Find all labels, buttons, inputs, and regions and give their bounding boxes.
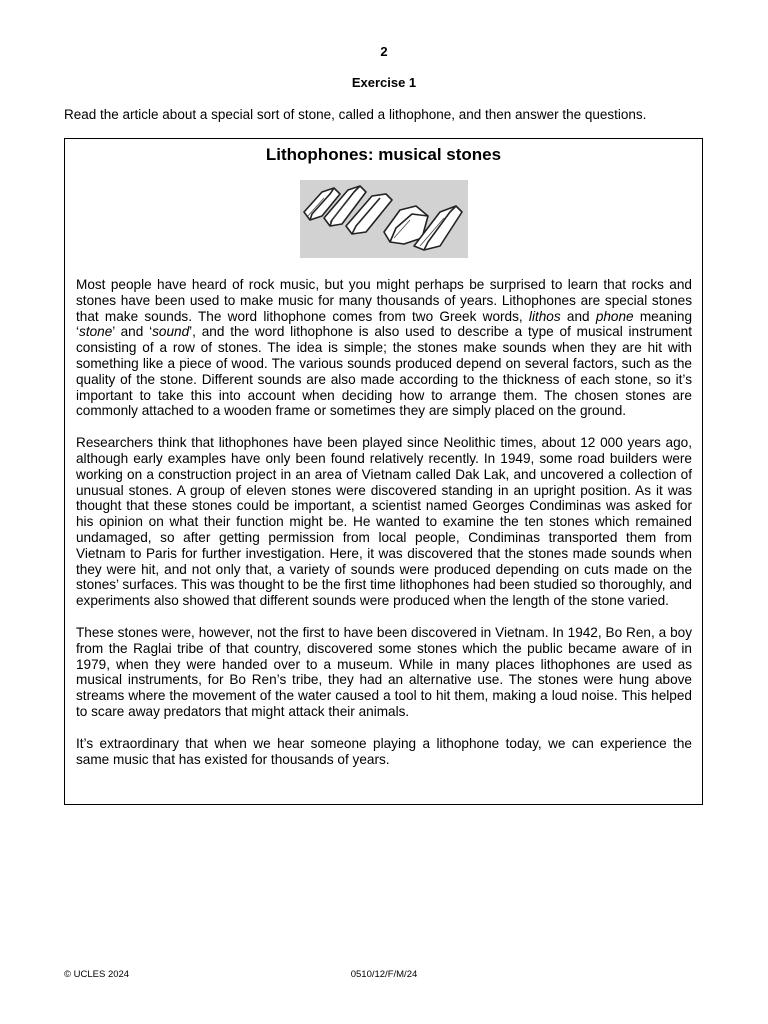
article-title: Lithophones: musical stones [265, 145, 502, 164]
paragraph-3: These stones were, however, not the first to have been discovered in Vietnam. In 1942, Bo Ren, a boy from the Raglai tribe of that country, discovered some stones which the public became aware of in 1979, when they were handed over to a museum. While in many places lithophones are used as musical instruments, for Bo Ren’s tribe, they had an alternative use. The stones were hung above streams where the movement of the water caused a tool to hit them, making a loud noise. This helped to scare away predators that might attack their animals. [76, 624, 692, 719]
article-body [76, 277, 692, 783]
page-number: 2 [380, 44, 388, 59]
instruction-text: Read the article about a special sort of stone, called a lithophone, and then answer the questions. [64, 107, 647, 122]
paper-code: 0510/12/F/M/24 [350, 969, 418, 980]
lithophone-stones-icon [300, 180, 468, 258]
exercise-title: Exercise 1 [351, 75, 417, 90]
copyright-notice: © UCLES 2024 [64, 969, 130, 980]
paragraph-4: It’s extraordinary that when we hear someone playing a lithophone today, we can experience the same music that has existed for thousands of years. [76, 735, 692, 767]
article-box [64, 138, 703, 805]
paragraph-1: Most people have heard of rock music, but you might perhaps be surprised to learn that rocks and stones have been used to make music for many thousands of years. Lithophones are special stones that make sounds. The word lithophone comes from two Greek words, lithos and phone meaning ‘stone’ and ‘sound’, and the word lithophone is also used to describe a type of musical instrument consisting of a row of stones. The idea is simple; the stones make sounds when they are hit with something like a piece of wood. The various sounds produced depend on several factors, such as the quality of the stone. Different sounds are also made according to the thickness of each stone, so it’s important to take this into account when deciding how to arrange them. The chosen stones are commonly attached to a wooden frame or sometimes they are simply placed on the ground. [76, 277, 693, 419]
paragraph-2: Researchers think that lithophones have been played since Neolithic times, about 12 000 years ago, although early examples have only been found relatively recently. In 1949, some road builders were working on a construction project in an area of Vietnam called Dak Lak, and uncovered a collection of unusual stones. A group of eleven stones were discovered standing in an upright position. As it was thought that these stones could be important, a scientist named Georges Condiminas was asked for his opinion on what their function might be. He wanted to examine the ten stones which remained undamaged, so after getting permission from local people, Condiminas transported them from Vietnam to Paris for further investigation. Here, it was discovered that the stones made sounds when they were hit, and not only that, a variety of sounds were produced depending on cuts made on the stones’ surfaces. This was thought to be the first time lithophones had been studied so thoroughly, and experiments also showed that different sounds were produced when the length of the stone varied. [76, 435, 692, 609]
